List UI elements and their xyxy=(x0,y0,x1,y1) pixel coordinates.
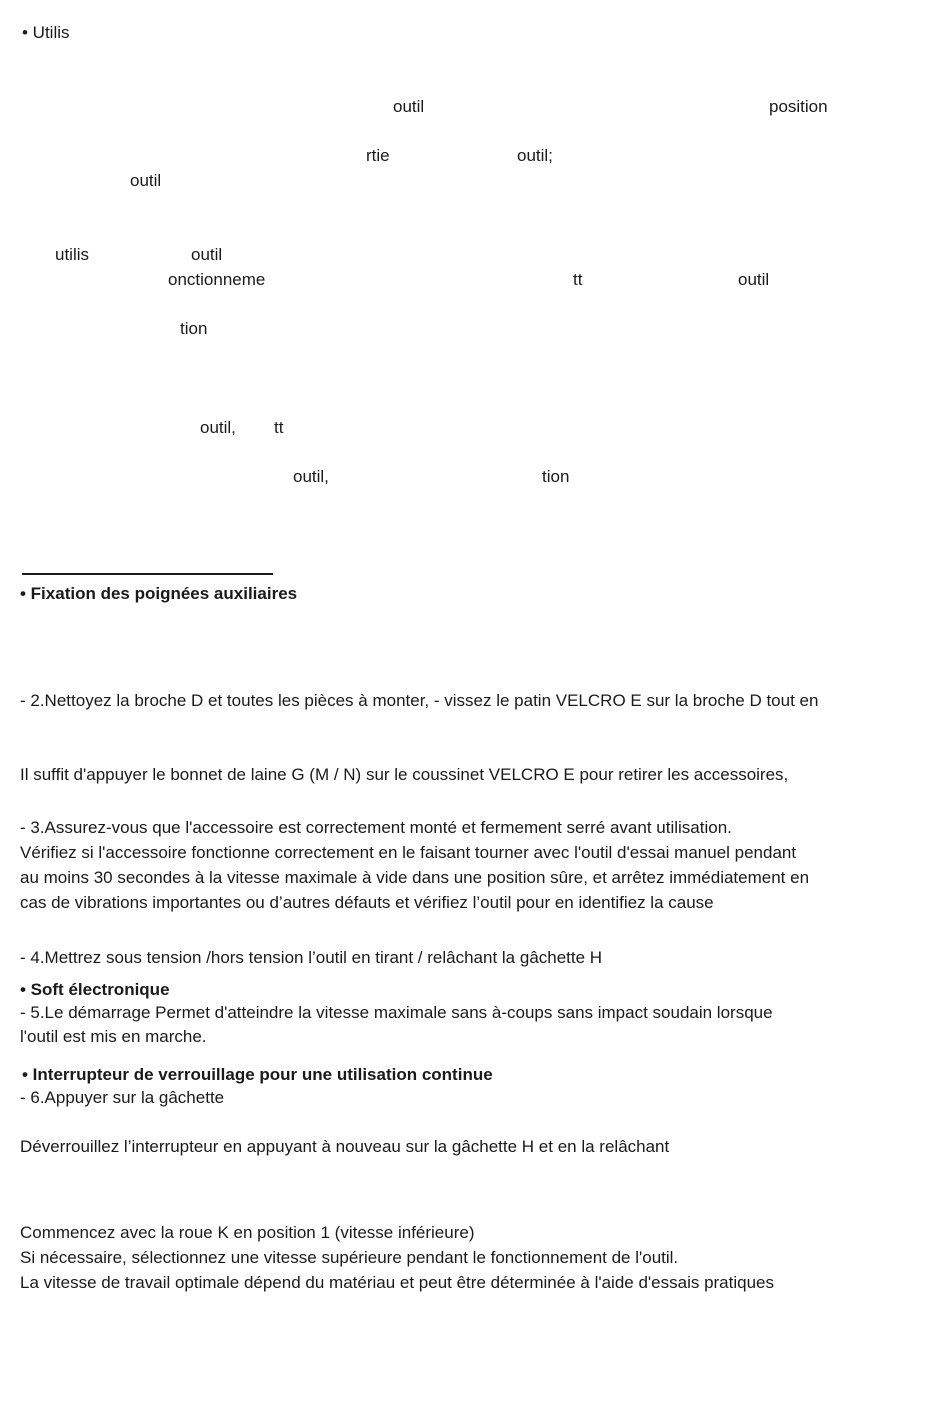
fragment-utilis-bullet: • Utilis xyxy=(22,23,70,42)
step-3-line-4: cas de vibrations importantes ou d’autres défauts et vérifiez l’outil pour en identifiez la cause xyxy=(20,893,714,912)
step-3-line-3: au moins 30 secondes à la vitesse maximale à vide dans une position sûre, et arrêtez immédiatement en xyxy=(20,868,810,887)
step-3-line-1: - 3.Assurez-vous que l'accessoire est correctement monté et fermement serré avant utilisation. xyxy=(20,818,732,837)
fragment-text: utilis xyxy=(55,245,90,264)
speed-line-1: Commencez avec la roue K en position 1 (vitesse inférieure) xyxy=(20,1223,475,1242)
heading-soft-electronic: • Soft électronique xyxy=(20,980,170,999)
fragment-text: outil xyxy=(738,270,770,289)
fragment-text: outil, xyxy=(293,467,329,486)
speed-line-2: Si nécessaire, sélectionnez une vitesse supérieure pendant le fonctionnement de l'outil. xyxy=(20,1248,679,1267)
fragment-text: outil; xyxy=(517,146,553,165)
fragment-text: rtie xyxy=(366,146,390,165)
step-4-text: - 4.Mettrez sous tension /hors tension l’outil en tirant / relâchant la gâchette H xyxy=(20,948,603,967)
fragment-text: position xyxy=(769,97,828,116)
step-5-line-1: - 5.Le démarrage Permet d'atteindre la vitesse maximale sans à-coups sans impact soudain lorsque xyxy=(20,1003,773,1022)
fragment-text: outil xyxy=(130,171,162,190)
section-divider xyxy=(22,573,273,575)
fragment-text: tt xyxy=(274,418,284,437)
fragment-text: outil, xyxy=(200,418,236,437)
fragment-text: tion xyxy=(180,319,208,338)
heading-auxiliary-handles: • Fixation des poignées auxiliaires xyxy=(20,584,298,603)
step-2-text: - 2.Nettoyez la broche D et toutes les pièces à monter, - vissez le patin VELCRO E sur la broche D tout en xyxy=(20,691,819,710)
wool-bonnet-text: Il suffit d'appuyer le bonnet de laine G (M / N) sur le coussinet VELCRO E pour retirer les accessoires, xyxy=(20,765,789,784)
fragment-text: onctionneme xyxy=(168,270,266,289)
unlock-text: Déverrouillez l’interrupteur en appuyant à nouveau sur la gâchette H et en la relâchant xyxy=(20,1137,670,1156)
fragment-text: outil xyxy=(191,245,223,264)
speed-line-3: La vitesse de travail optimale dépend du matériau et peut être déterminée à l'aide d'essais pratiques xyxy=(20,1273,775,1292)
step-3-line-2: Vérifiez si l'accessoire fonctionne correctement en le faisant tourner avec l'outil d'essai manuel pendant xyxy=(20,843,797,862)
fragment-text: outil xyxy=(393,97,425,116)
step-6-text: - 6.Appuyer sur la gâchette xyxy=(20,1088,225,1107)
heading-lock-switch: • Interrupteur de verrouillage pour une utilisation continue xyxy=(22,1065,493,1084)
fragment-text: tion xyxy=(542,467,570,486)
fragment-text: tt xyxy=(573,270,583,289)
step-5-line-2: l'outil est mis en marche. xyxy=(20,1027,207,1046)
